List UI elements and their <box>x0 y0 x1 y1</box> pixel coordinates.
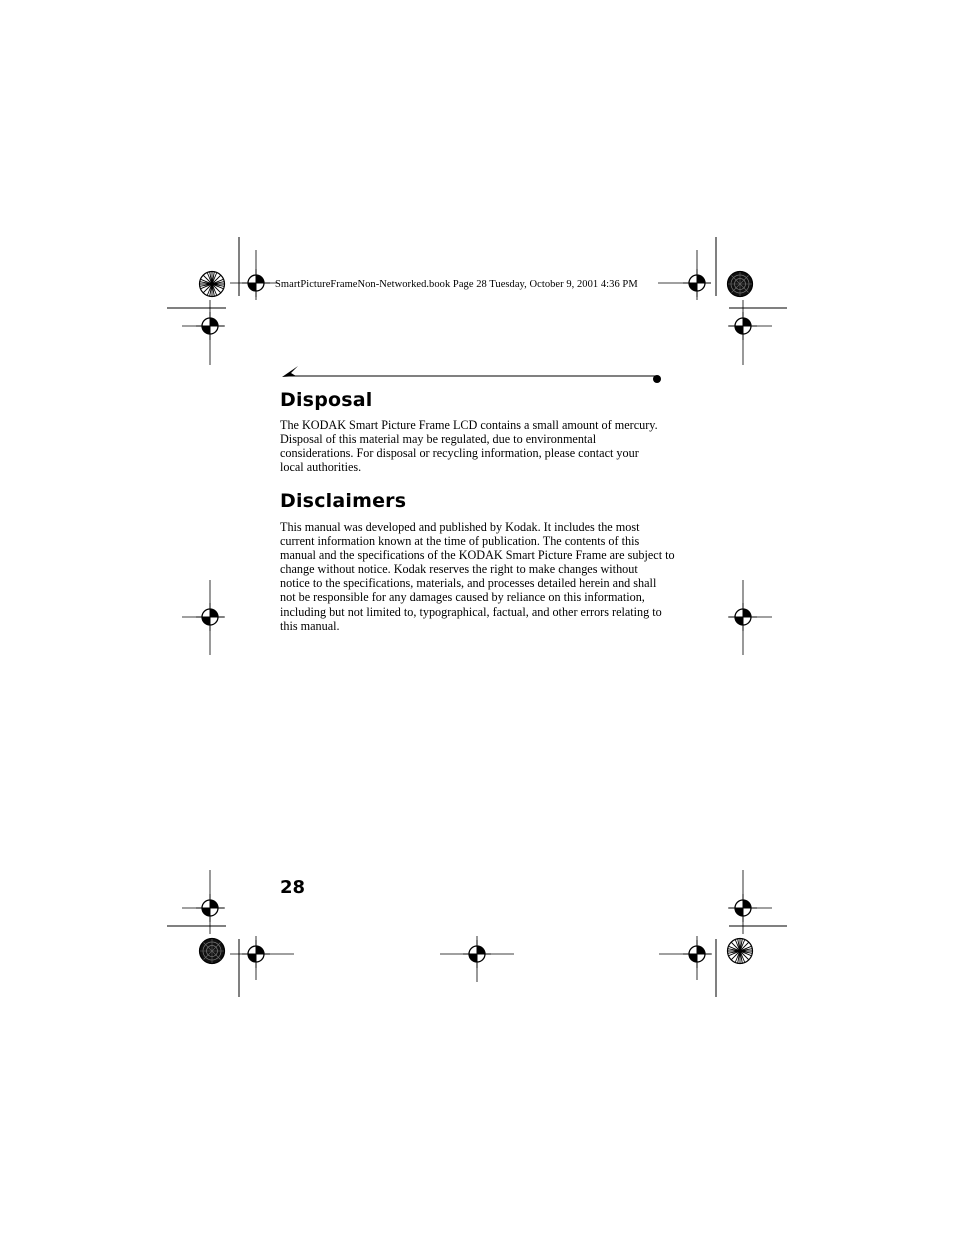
body-line: Disposal of this material may be regulated, due to environmental <box>280 432 597 447</box>
section-body-disposal <box>280 418 665 474</box>
registration-mark-right-middle <box>728 580 772 655</box>
body-line: local authorities. <box>280 460 362 475</box>
star-target-bottom-right-icon <box>728 939 753 964</box>
registration-mark-bottom-center <box>440 936 514 982</box>
star-target-top-left-icon <box>200 272 225 297</box>
registration-mark-top-left <box>230 250 278 300</box>
registration-mark-top-right <box>658 250 711 300</box>
page-number: 28 <box>280 877 306 898</box>
body-line: manual and the specifications of the KODAK Smart Picture Frame are subject to <box>280 548 675 563</box>
body-line: This manual was developed and published by Kodak. It includes the most <box>280 520 640 534</box>
body-line: considerations. For disposal or recycling information, please contact your <box>280 446 639 461</box>
registration-mark-left-upper <box>182 300 225 365</box>
body-line: not be responsible for any damages caused by reliance on this information, <box>280 590 645 605</box>
registration-mark-right-lower <box>728 870 772 934</box>
section-body-disclaimers <box>280 520 675 633</box>
star-target-bottom-left-icon <box>200 939 225 964</box>
registration-mark-left-lower <box>182 870 225 934</box>
registration-mark-bottom-left <box>230 936 294 980</box>
header-rule <box>282 366 661 383</box>
body-line: including but not limited to, typographical, factual, and other errors relating to <box>280 604 662 619</box>
registration-mark-left-middle <box>182 580 225 655</box>
section-heading-disposal: Disposal <box>280 389 373 411</box>
star-target-top-right-icon <box>728 272 753 297</box>
registration-mark-right-upper <box>728 300 772 365</box>
section-heading-disclaimers: Disclaimers <box>280 490 407 512</box>
print-slug-line: SmartPictureFrameNon-Networked.book Page 28 Tuesday, October 9, 2001 4:36 PM <box>275 279 638 290</box>
body-line: notice to the specifications, materials, and processes detailed herein and shall <box>280 576 657 591</box>
registration-mark-bottom-right <box>659 936 712 980</box>
body-line: this manual. <box>280 618 340 633</box>
body-line: change without notice. Kodak reserves the right to make changes without <box>280 562 638 577</box>
body-line: The KODAK Smart Picture Frame LCD contains a small amount of mercury. <box>280 418 658 432</box>
body-line: current information known at the time of publication. The contents of this <box>280 534 640 549</box>
